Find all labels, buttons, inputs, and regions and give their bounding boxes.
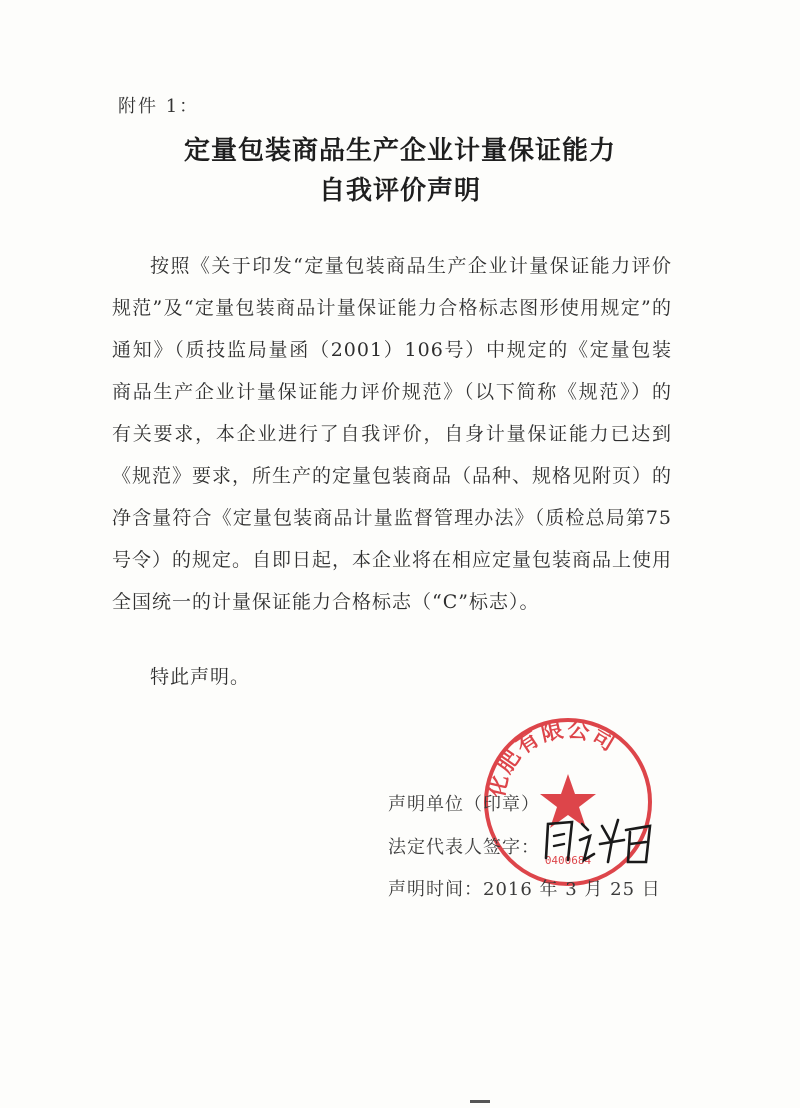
- declaration-body: 按照《关于印发“定量包装商品生产企业计量保证能力评价规范”及“定量包装商品计量保证能力合格标志图形使用规定”的通知》（质技监局量函（2001）106号）中规定的《定量包装商品生产企业计量保证能力评价规范》（以下简称《规范》）的有关要求，本企业进行了自我评价，自身计量保证能力已达到《规范》要求，所生产的定量包装商品（品种、规格见附页）的净含量符合《定量包装商品计量监督管理办法》（质检总局第75号令）的规定。自即日起，本企业将在相应定量包装商品上使用全国统一的计量保证能力合格标志（“C”标志）。: [112, 255, 673, 613]
- legal-representative-label: 法定代表人签字：: [388, 837, 540, 858]
- declaring-unit-label: 声明单位（印章）: [388, 794, 540, 815]
- handwritten-signature: [538, 810, 658, 870]
- scan-mark: [470, 1100, 490, 1103]
- annex-label: 附件 1：: [118, 96, 200, 117]
- seal-code: 0400684: [544, 854, 592, 867]
- declaration-date: 声明时间：2016 年 3 月 25 日: [388, 879, 661, 900]
- closing-statement: 特此声明。: [150, 666, 251, 688]
- document-title-line2: 自我评价声明: [318, 176, 481, 206]
- document-title-line1: 定量包装商品生产企业计量保证能力: [183, 136, 616, 166]
- seal-text: 化肥有限公司: [484, 717, 621, 800]
- svg-text:化肥有限公司: [484, 717, 621, 800]
